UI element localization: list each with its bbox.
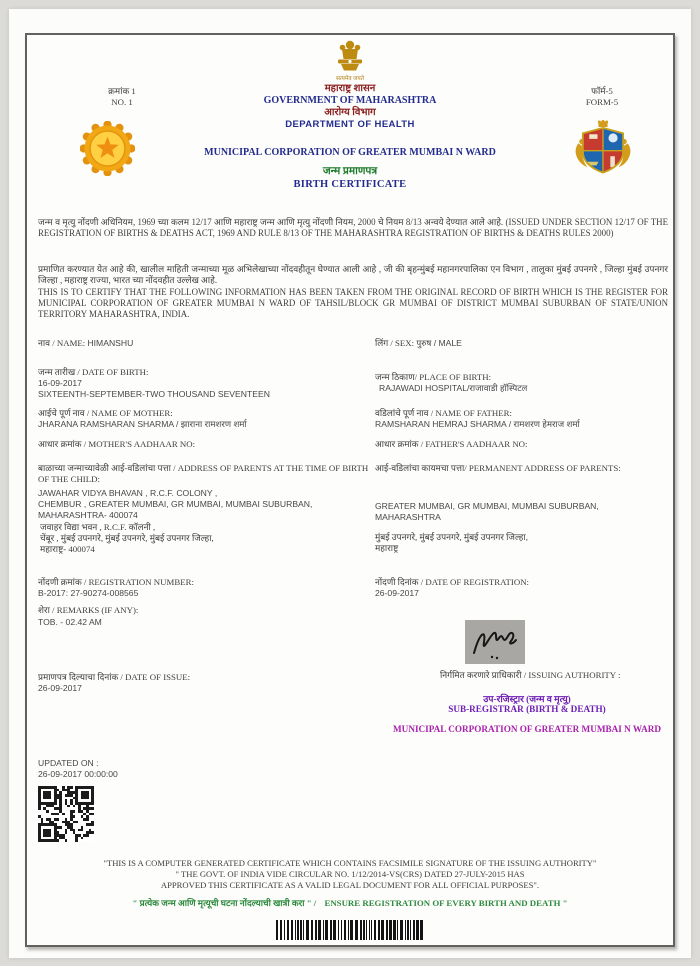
certificate-title-mr: जन्म प्रमाणपत्र <box>322 166 378 177</box>
issue-date-value: 26-09-2017 <box>38 683 82 693</box>
emblem-block <box>27 39 673 82</box>
mother-name-value: JHARANA RAMSHARAN SHARMA / झाराना रामशरण शर्मा <box>38 419 247 429</box>
sex-value: पुरुष / MALE <box>416 338 462 348</box>
address-line: महाराष्ट्र- 400074 <box>40 544 95 554</box>
address-line: मुंबई उपनगरे, मुंबई उपनगरे, मुंबई उपनगर जिल्हा, <box>375 532 528 542</box>
act-paragraph: जन्म व मृत्यु नोंदणी अधिनियम, 1969 च्या कलम 12/17 आणि महाराष्ट्र जन्म आणि मृत्यु नोंदणी नियम, 2000 चे नियम 8/13 अन्वये देण्यात आले आहे. (ISSUED UNDER SECTION 12/17 OF THE REGISTRATION OF BIRTHS & DEATHS ACT, 1969 AND RULE 8/13 OF THE MAHARASHTRA REGISTRATION OF BIRTHS & DEATHS RULES 2000) <box>38 217 668 239</box>
mother-aadhaar-label: आधार क्रमांक / MOTHER'S AADHAAR NO: <box>38 439 196 449</box>
mother-name-label: आईचे पूर्ण नाव / NAME OF MOTHER: <box>38 408 173 418</box>
footer-line-1: "THIS IS A COMPUTER GENERATED CERTIFICATE WHICH CONTAINS FACSIMILE SIGNATURE OF THE ISSUING AUTHORITY" <box>103 858 597 868</box>
authority-title-en: SUB-REGISTRAR (BIRTH & DEATH) <box>448 704 606 714</box>
footer-line-3: APPROVED THIS CERTIFICATE AS A VALID LEGAL DOCUMENT FOR ALL OFFICIAL PURPOSES". <box>160 880 540 890</box>
address-line: JAWAHAR VIDYA BHAVAN , R.C.F. COLONY , <box>38 488 218 498</box>
dob-value: 16-09-2017 <box>38 378 82 388</box>
footer-line-2: " THE GOVT. OF INDIA VIDE CIRCULAR NO. 1/12/2014-VS(CRS) DATED 27-JULY-2015 HAS <box>175 869 525 879</box>
form-number-mr: फॉर्म-5 <box>591 86 613 96</box>
birth-address-mr <box>40 522 214 555</box>
birth-address-en <box>38 488 312 521</box>
dob-in-words: SIXTEENTH-SEPTEMBER-TWO THOUSAND SEVENTEEN <box>38 389 270 399</box>
updated-on-value: 26-09-2017 00:00:00 <box>38 769 118 779</box>
address-line: चेंबूर , मुंबई उपनगरे, मुंबई उपनगरे, मुंबई उपनगर जिल्हा, <box>40 533 214 543</box>
sex-field <box>375 338 462 349</box>
address-line: GREATER MUMBAI, GR MUMBAI, MUMBAI SUBURBAN, <box>375 501 599 511</box>
slogan-mr: " प्रत्येक जन्म आणि मृत्यूची घटना नोंदल्याची खात्री करा " / <box>132 898 317 908</box>
permanent-address-mr <box>375 532 528 554</box>
father-name-value: RAMSHARAN HEMRAJ SHARMA / रामशरण हेमराज शर्मा <box>375 419 580 429</box>
serial-number-en: NO. 1 <box>111 97 133 107</box>
slogan-en: ENSURE REGISTRATION OF EVERY BIRTH AND DEATH " <box>324 898 568 908</box>
address-line: जवाहर विद्या भवन , R.C.F. कॉलनी , <box>40 522 156 532</box>
updated-on-label: UPDATED ON : <box>38 758 99 768</box>
name-label: नाव / NAME: <box>38 338 86 348</box>
registration-date-value: 26-09-2017 <box>375 588 419 598</box>
municipality-name: MUNICIPAL CORPORATION OF GREATER MUMBAI N WARD <box>204 147 496 158</box>
address-line: महाराष्ट्र <box>375 543 399 553</box>
name-value: HIMANSHU <box>87 338 134 348</box>
form-number-en: FORM-5 <box>585 97 619 107</box>
india-national-emblem-icon <box>333 65 367 75</box>
registration-number-label: नोंदणी क्रमांक / REGISTRATION NUMBER: <box>38 577 194 587</box>
authority-title-mr: उप-रजिस्ट्रार (जन्म व मृत्यु) <box>483 694 571 704</box>
facsimile-signature-image <box>465 620 525 664</box>
issue-date-label: प्रमाणपत्र दिल्याचा दिनांक / DATE OF ISSUE: <box>38 672 191 682</box>
paper-sheet <box>9 9 691 958</box>
certify-paragraph <box>38 264 668 320</box>
issuing-authority-label: निर्गमित करणारे प्राधिकारी / ISSUING AUTHORITY : <box>440 670 621 680</box>
registration-date-label: नोंदणी दिनांक / DATE OF REGISTRATION: <box>375 577 529 587</box>
sex-label: लिंग / SEX: <box>375 338 415 348</box>
permanent-address-label: आई-वडिलांचा कायमचा पत्ता/ PERMANENT ADDRESS OF PARENTS: <box>375 463 621 473</box>
certificate-title-en: BIRTH CERTIFICATE <box>293 179 407 190</box>
government-name-en: GOVERNMENT OF MAHARASHTRA <box>263 95 437 106</box>
dob-label: जन्म तारीख / DATE OF BIRTH: <box>38 367 149 377</box>
permanent-address-en <box>375 501 599 523</box>
pob-value: RAJAWADI HOSPITAL/राजावाडी हॉस्पिटल <box>379 383 528 393</box>
registration-number-value: B-2017: 27-90274-008565 <box>38 588 139 598</box>
father-name-label: वडिलांचे पूर्ण नाव / NAME OF FATHER: <box>375 408 512 418</box>
barcode-row <box>27 920 673 945</box>
remarks-value: TOB. - 02.42 AM <box>38 617 102 627</box>
emblem-motto: सत्यमेव जयते <box>335 76 365 82</box>
qr-code <box>38 786 94 842</box>
government-name-mr: महाराष्ट्र शासन <box>324 83 376 94</box>
address-line: CHEMBUR , GREATER MUMBAI, GR MUMBAI, MUMBAI SUBURBAN, <box>38 499 313 509</box>
certify-paragraph-mr: प्रमाणित करण्यात येत आहे की, खालील माहिती जन्माच्या मूळ अभिलेखाच्या नोंदवहीतून घेण्यात आली आहे , जी की बृहन्मुंबई महानगरपालिका एन विभाग , तालुका मुंबई उपनगरे , जिल्हा मुंबई उपनगर जिल्हा , महाराष्ट्र राज्या, भारत च्या नोंदवहीत उल्लेख आहे. <box>38 264 668 286</box>
slogan-line <box>27 898 673 909</box>
birth-address-label: बाळाच्या जन्माच्यावेळी आई-वडिलांचा पत्ता / ADDRESS OF PARENTS AT THE TIME OF BIRTH OF THE CHILD: <box>38 463 369 484</box>
department-name-mr: आरोग्य विभाग <box>324 107 376 118</box>
remarks-label: शेरा / REMARKS (IF ANY): <box>38 605 139 615</box>
pob-label: जन्म ठिकाण/ PLACE OF BIRTH: <box>375 372 492 382</box>
father-aadhaar-label: आधार क्रमांक / FATHER'S AADHAAR NO: <box>375 439 528 449</box>
serial-number-mr: क्रमांक 1 <box>108 86 136 96</box>
certify-paragraph-en: THIS IS TO CERTIFY THAT THE FOLLOWING INFORMATION HAS BEEN TAKEN FROM THE ORIGINAL RECORD OF BIRTH WHICH IS THE REGISTER FOR MUNICIPAL CORPORATION OF GREATER MUMBAI N WARD OF TAHSIL/BLOCK GR MUMBAI OF DISTRICT MUMBAI SUBURBAN OF STATE/UNION TERRITORY MAHARASHTRA, INDIA. <box>38 286 668 320</box>
address-line: MAHARASHTRA- 400074 <box>38 510 138 520</box>
authority-organization: MUNICIPAL CORPORATION OF GREATER MUMBAI N WARD <box>393 724 661 734</box>
department-name-en: DEPARTMENT OF HEALTH <box>285 119 415 130</box>
certificate-border-frame <box>25 33 675 947</box>
barcode <box>276 920 424 940</box>
address-line: MAHARASHTRA <box>375 512 441 522</box>
name-field <box>38 338 133 349</box>
